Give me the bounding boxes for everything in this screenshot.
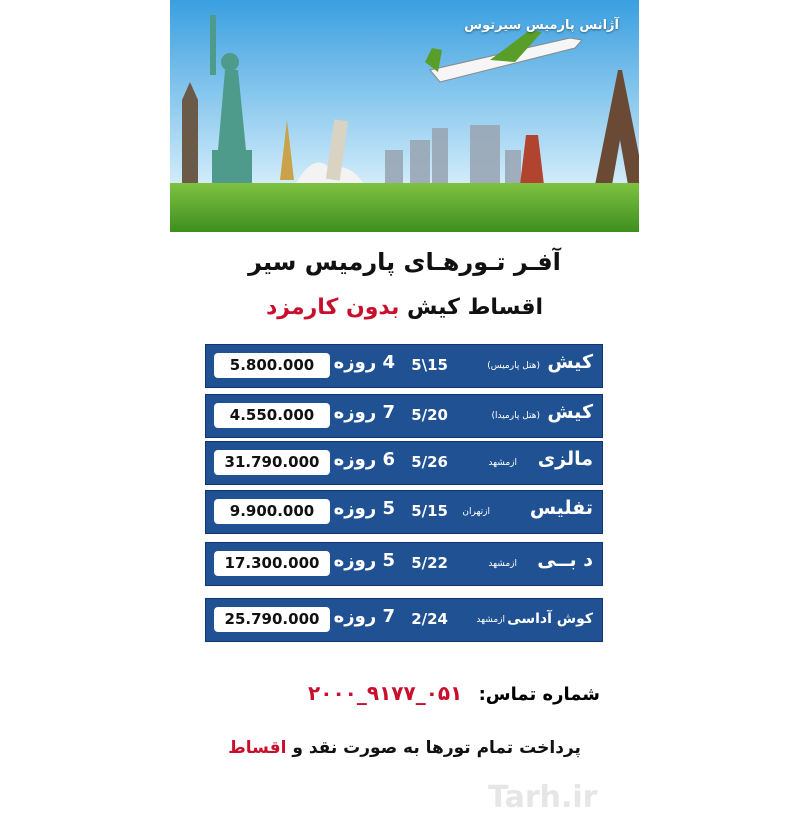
- tour-date: 5/20: [411, 406, 448, 424]
- tour-note: ازتهران: [462, 507, 490, 517]
- offer-title: آفـر تـورهـای پارمیس سیر: [248, 248, 561, 276]
- tour-duration: 5 روزه: [333, 498, 395, 519]
- subtitle-main: اقساط کیش: [407, 295, 544, 320]
- travel-banner: [170, 0, 639, 232]
- payment-note: [170, 738, 639, 758]
- tour-destination: کیش: [547, 401, 593, 423]
- tour-note: (هتل پارمیس): [487, 361, 540, 371]
- tour-row: [205, 344, 603, 388]
- tour-row: [205, 441, 603, 485]
- tour-row: [205, 542, 603, 586]
- payment-highlight: اقساط: [228, 738, 287, 758]
- tour-price: 17.300.000: [214, 551, 330, 576]
- tour-date: 5\15: [411, 356, 448, 374]
- tour-row: [205, 598, 603, 642]
- tour-duration: 7 روزه: [333, 402, 395, 423]
- tour-date: 5/22: [411, 554, 448, 572]
- tour-row: [205, 490, 603, 534]
- contact-label: شماره تماس:: [478, 684, 600, 705]
- agency-name: آژانس پارمیس سیرتوس: [464, 18, 619, 33]
- landmarks-illustration: [170, 0, 639, 232]
- tour-date: 5/15: [411, 502, 448, 520]
- tour-note: (هتل پارمیدا): [491, 411, 540, 421]
- tour-duration: 5 روزه: [333, 550, 395, 571]
- subtitle-highlight: بدون کارمزد: [265, 295, 400, 320]
- tour-destination: مالزی: [537, 448, 593, 470]
- tour-price: 25.790.000: [214, 607, 330, 632]
- tour-row: [205, 394, 603, 438]
- tour-date: 5/26: [411, 453, 448, 471]
- tour-destination: تفلیس: [529, 497, 593, 519]
- tour-duration: 7 روزه: [333, 606, 395, 627]
- tour-destination: کوش آداسی: [507, 611, 593, 627]
- tour-duration: 6 روزه: [333, 449, 395, 470]
- tour-note: ازمشهد: [476, 615, 505, 625]
- tour-price: 4.550.000: [214, 403, 330, 428]
- tour-price: 9.900.000: [214, 499, 330, 524]
- watermark: Tarh.ir: [488, 780, 598, 815]
- tour-price: 5.800.000: [214, 353, 330, 378]
- phone-number: ۰۵۱_۹۱۷۷_۲۰۰۰: [308, 681, 463, 705]
- tour-duration: 4 روزه: [333, 352, 395, 373]
- tour-date: 2/24: [411, 610, 448, 628]
- tour-price: 31.790.000: [214, 450, 330, 475]
- contact-line: [200, 681, 600, 705]
- offer-subtitle: [170, 295, 639, 320]
- tour-destination: کیش: [547, 351, 593, 373]
- tour-note: ازمشهد: [488, 559, 517, 569]
- tour-destination: د بــی: [537, 549, 593, 571]
- payment-text: پرداخت تمام تورها به صورت نقد و: [292, 738, 581, 758]
- tour-note: ازمشهد: [488, 458, 517, 468]
